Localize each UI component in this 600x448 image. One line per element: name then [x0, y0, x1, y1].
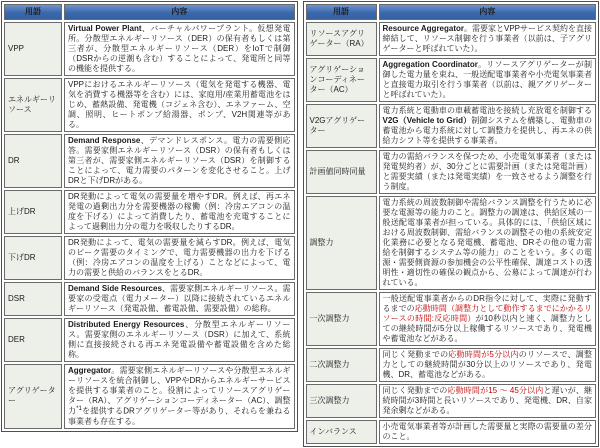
header-row [4, 4, 295, 20]
table-row [306, 22, 597, 56]
content-text: 、分散型エネルギーリソース。需要家側のエネルギーリソース（DSR）に加えて、系統側に直接接続される再エネ発電設備や蓄電設備を含めた総称。 [68, 320, 291, 359]
content-cell [64, 134, 295, 188]
content-text: 。需要家とVPPサービス契約を直接締結して、リソース制御を行う事業者（以前は、子アグリゲーターと呼ばれていた）。 [382, 24, 593, 53]
content-text: を提供するDRアグリゲーター等があり、それらを兼ねる事業者も存在する。 [68, 406, 291, 426]
content-text: Resource Aggregator [382, 24, 464, 33]
table-row [306, 292, 597, 346]
term-cell: VPP [4, 22, 62, 76]
table-row [4, 282, 295, 316]
content-cell [379, 348, 597, 382]
term-cell: アグリゲーター [4, 364, 62, 429]
content-column-header: 内容 [64, 4, 295, 20]
table-row [4, 190, 295, 234]
content-text: Demand Side Resources [68, 284, 162, 293]
term-cell: エネルギーリソース [4, 78, 62, 132]
term-cell: DR [4, 134, 62, 188]
table-row [306, 196, 597, 290]
content-text: Demand Response [68, 136, 141, 145]
term-cell: 二次調整力 [306, 348, 377, 382]
content-cell [379, 292, 597, 346]
content-cell [379, 150, 597, 194]
content-text: 同じく発動までの [382, 386, 448, 395]
content-text: 小売電気事業者等が計画した需要量と実際の需要量の差分のこと。 [382, 422, 592, 441]
content-text: が10秒以内と速く、調整力としての継続時間が5分以上稼働するリソースであり、発電機や蓄電池などがある。 [382, 314, 592, 343]
content-text: *1 [76, 406, 82, 412]
content-text: 同じく発動までの [382, 350, 449, 359]
content-text: V2G（Vehicle to Grid） [382, 116, 472, 125]
table-row [4, 22, 295, 76]
table-row [306, 58, 597, 102]
term-cell: DSR [4, 282, 62, 316]
content-cell [379, 22, 597, 56]
content-text-emphasis: 応動時間が5分以内 [448, 350, 519, 359]
content-text: DR発動によって、電気の需要量を減らすDR。例えば、電気のピーク需要のタイミングで、電力需要機器の出力を下げる（例：冷房エアコンの温度を上げる）ことなどによって、電力の需要と供給のバランスをとるDR。 [68, 238, 291, 277]
content-cell [64, 282, 295, 316]
content-cell [64, 364, 295, 429]
content-cell [379, 420, 597, 444]
term-cell: 下げDR [4, 236, 62, 280]
content-cell [64, 78, 295, 132]
glossary-table-right [303, 1, 600, 447]
content-text: DR発動によって電気の需要量を増やすDR。例えば、再エネ発電の過剰出力分を需要機器の稼働（例：冷房エアコンの温度を下げる）によって消費したり、蓄電池を充電することによって過剰出力分の電力を吸収したりするDR。 [68, 192, 291, 231]
term-cell: 一次調整力 [306, 292, 377, 346]
table-row [4, 236, 295, 280]
content-text: 電力系統の周波数制御や需給バランス調整を行うために必要な電源等の能力のこと。調整力の調達は、供給区域の一般送配電事業者が担っている。具体的には、「供給区域における周波数制御、需給バランスの調整その他の系統安定化業務に必要となる発電機、蓄電池、DRその他の電力需給を制御するシステム等の能力」のことをいう。多くの電源・需要側資源の参加機会の公平性確保、調達コストの透明性・適切性の確保の観点から、公募によって調達が行われている。 [382, 198, 592, 287]
content-cell [379, 58, 597, 102]
content-cell [64, 236, 295, 280]
term-cell: DER [4, 318, 62, 362]
table-row [306, 348, 597, 382]
content-text: 、バーチャルパワープラント。仮想発電所。分散型エネルギーリソース（DER）の保有者もしくは第三者が、分散型エネルギーリソース（DER）をIoTで制御（DSRからの逆潮も含む）することによって、発電所と同等の機能を提供する。 [68, 24, 291, 73]
content-text: Aggregator [68, 366, 112, 375]
content-text: 、需要家側エネルギーリソース。需要家の受電点（電力メーター）以降に接続されているエネルギーリソース（発電設備、蓄電設備、需要設備）の総称。 [68, 284, 291, 313]
table-row [306, 420, 597, 444]
content-text: 一般送配電事業者からのDR指令に対して、実際に発動するまでの [382, 294, 592, 313]
term-cell: 上げDR [4, 190, 62, 234]
content-text-emphasis: 応動時間（調整力として動作するまでにかかるリソースの時間:反応時間） [382, 304, 593, 323]
table-row [306, 150, 597, 194]
content-text: のリソースで、調整力としての継続時間が30分以上のリソースであり、発電機、DR、蓄電池などがある。 [382, 350, 592, 379]
table-row [4, 364, 295, 429]
content-text: と遅いが、継続時間が3時間と長いリソースであり、発電機、DR、自家発余剰などがある。 [382, 386, 593, 415]
content-text-emphasis: 応動時間が15 ～ 45分以内 [447, 386, 544, 395]
table-row [4, 318, 295, 362]
content-cell [379, 104, 597, 148]
content-text: Virtual Power Plant [68, 24, 142, 33]
term-cell: アグリゲーションコーディネーター（AC） [306, 58, 377, 102]
content-text: 電力の需給バランスを保つため、小売電気事業者（または発電契約者）が、30分ごとに需要計画（または発電計画）と需要実績（または発電実績）を一致させるよう調整を行う制度。 [382, 152, 592, 191]
header-row [306, 4, 597, 20]
content-text: 、デマンドレスポンス。電力の需要側応答。需要家側エネルギーリソース（DSR）の保有者もしくは第三者が、需要家側エネルギーリソース（DSR）を制御することによって、電力需要のパターンを変化させること。上げDRと下げDRがある。 [68, 136, 291, 185]
content-cell [64, 22, 295, 76]
content-cell [64, 190, 295, 234]
content-text: VPPにおけるエネルギーリソース（電気を発電する機器、電気を消費する機器等を含む）には、家庭用/産業用蓄電池をはじめ、蓄熱設備、発電機（コジェネ含む）、エネファーム、空調、照明、ヒートポンプ給湯器、ポンプ、V2H関連等がある。 [68, 80, 291, 129]
table-row [4, 134, 295, 188]
content-text: Aggregation Coordinator [382, 60, 478, 69]
content-cell [64, 318, 295, 362]
content-text: 。リソースアグリゲーターが制御した電力量を束ね、一般送配電事業者や小売電気事業者と直接電力取引を行う事業者（以前は、親アグリゲーターと呼ばれていた）。 [382, 60, 593, 99]
term-cell: 三次調整力 [306, 384, 377, 418]
term-cell: リソースアグリゲーター（RA） [306, 22, 377, 56]
table-row [4, 78, 295, 132]
content-text: 電力系統と電動車の車載蓄電池を接続し充放電を制御する [382, 106, 592, 115]
content-column-header: 内容 [379, 4, 597, 20]
term-cell: 計画値同時同量 [306, 150, 377, 194]
term-column-header: 用語 [4, 4, 62, 20]
table-row [306, 104, 597, 148]
table-row [306, 384, 597, 418]
term-cell: インバランス [306, 420, 377, 444]
content-text: 。需要家側エネルギーリソースや分散型エネルギーリソースを統合制御し、VPPやDRからエネルギーサービスを提供する事業者のこと。役割によってリソースアグリゲーター（RA）、アグリゲーションコーディネーター（AC）、調整力 [68, 366, 291, 416]
content-cell [379, 384, 597, 418]
glossary-table-left [1, 1, 298, 432]
term-cell: 調整力 [306, 196, 377, 290]
content-text: Distributed Energy Resources [68, 320, 185, 329]
content-cell [379, 196, 597, 290]
term-column-header: 用語 [306, 4, 377, 20]
content-text: 制御システムを構築し、電動車の蓄電池から電力系統に対して調整力を提供し、再エネの供給力シフト等を提供する事業者。 [382, 116, 592, 145]
term-cell: V2Gアグリゲーター [306, 104, 377, 148]
